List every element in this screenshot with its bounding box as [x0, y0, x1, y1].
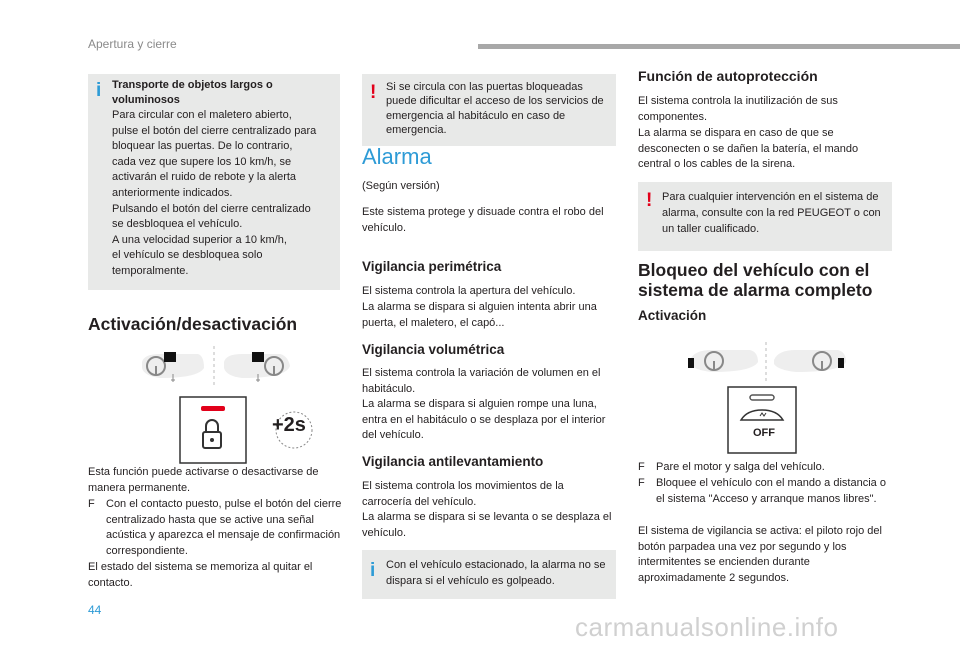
section-text: El sistema controla la apertura del vehículo. — [362, 285, 576, 297]
alarm-version: (Según versión) — [362, 180, 440, 192]
sub-heading-activation: Activación — [638, 308, 707, 323]
info-line: Pulsando el botón del cierre centralizado — [112, 202, 311, 215]
warning-icon: ! — [370, 82, 377, 103]
activation-step — [638, 460, 892, 476]
info-icon: i — [370, 560, 376, 581]
warning-icon: ! — [646, 190, 653, 211]
off-label: OFF — [753, 427, 775, 439]
header-bar — [478, 44, 960, 49]
warning-text: Si se circula con las puertas bloqueadas puede dificultar el acceso de los servicios de emergencia al habitáculo en caso de emergencia. — [386, 81, 604, 137]
info-line: activarán el ruido de rebote y la alerta — [112, 171, 297, 184]
info-box-transport — [88, 74, 340, 290]
info-box-title: Transporte de objetos largos o voluminosos — [112, 79, 273, 106]
bullet-text: Pare el motor y salga del vehículo. — [656, 461, 825, 473]
column-left — [88, 74, 342, 589]
activation-step — [638, 476, 892, 507]
section-text: La alarma se dispara si alguien intenta abrir una puerta, el maletero, el capó... — [362, 301, 597, 329]
activation-footer: El estado del sistema se memoriza al quitar el contacto. — [88, 561, 313, 589]
section-text: La alarma se dispara si se levanta o se desplaza el vehículo. — [362, 511, 612, 539]
info-line: anteriormente indicados. — [112, 186, 233, 199]
page-number: 44 — [88, 603, 102, 617]
self-protection-text: La alarma se dispara en caso de que se desconecten o se dañen la batería, el mando central o los cables de la sirena. — [638, 127, 859, 171]
section-heading-activation: Activación/desactivación — [88, 314, 298, 334]
alarm-intro: Este sistema protege y disuade contra el robo del vehículo. — [362, 206, 604, 234]
alarm-button-illustration — [727, 386, 799, 456]
section-text: El sistema controla los movimientos de la carrocería del vehículo. — [362, 480, 564, 508]
key-remote-illustration — [138, 344, 298, 388]
bullet-text: Con el contacto puesto, pulse el botón del cierre centralizado hasta que se active una señal acústica y aparezca el mensaje de confirmación correspondiente. — [106, 498, 342, 557]
section-heading-perimetral: Vigilancia perimétrica — [362, 259, 502, 274]
section-heading-self-protection: Función de autoprotección — [638, 68, 818, 84]
info-text: Con el vehículo estacionado, la alarma no se dispara si el vehículo es golpeado. — [386, 559, 606, 587]
activation-intro: Esta función puede activarse o desactivarse de manera permanente. — [88, 466, 319, 494]
section-heading-lifting: Vigilancia antilevantamiento — [362, 454, 544, 469]
info-line: A una velocidad superior a 10 km/h, — [112, 233, 287, 246]
section-text: El sistema controla la variación de volumen en el habitáculo. — [362, 367, 601, 395]
info-line: cada vez que supere los 10 km/h, se — [112, 155, 292, 168]
alarm-title: Alarma — [362, 144, 432, 169]
info-line: temporalmente. — [112, 264, 189, 277]
info-box-parked — [362, 550, 616, 599]
info-icon: i — [96, 80, 102, 101]
warning-box-emergency — [362, 74, 616, 146]
column-middle — [362, 74, 616, 587]
time-label: +2s — [272, 414, 306, 436]
info-line: Para circular con el maletero abierto, — [112, 109, 292, 121]
section-text: La alarma se dispara si alguien rompe una luna, entra en el habitáculo o se desplaza por el interior del vehículo. — [362, 398, 606, 442]
bullet-marker: F — [638, 461, 645, 473]
watermark: carmanualsonline.info — [575, 612, 839, 642]
warning-text: Para cualquier intervención en el sistema de alarma, consulte con la red PEUGEOT o con un taller cualificado. — [662, 191, 881, 235]
info-line: se desbloquea el vehículo. — [112, 218, 243, 231]
bullet-marker: F — [88, 498, 95, 510]
warning-box-service — [638, 182, 892, 251]
section-heading-volumetric: Vigilancia volumétrica — [362, 342, 505, 357]
running-header: Apertura y cierre — [88, 37, 177, 51]
info-line: el vehículo se desbloquea solo — [112, 249, 263, 262]
info-line: bloquear las puertas. De lo contrario, — [112, 140, 293, 153]
bullet-marker: F — [638, 477, 645, 489]
activation-step — [88, 497, 343, 559]
section-heading-full-alarm-lock: Bloqueo del vehículo con el sistema de alarma completo — [638, 260, 873, 300]
activation-footer: El sistema de vigilancia se activa: el piloto rojo del botón parpadea una vez por segundo y los intermitentes se encienden durante aproximadamente 2 segundos. — [638, 525, 882, 584]
bullet-text: Bloquee el vehículo con el mando a distancia o el sistema "Acceso y arranque manos libres". — [656, 477, 886, 505]
info-line: pulse el botón del cierre centralizado para — [112, 124, 317, 137]
self-protection-text: El sistema controla la inutilización de sus componentes. — [638, 95, 838, 123]
lock-button-illustration — [179, 396, 339, 468]
key-remote-illustration — [686, 340, 862, 384]
